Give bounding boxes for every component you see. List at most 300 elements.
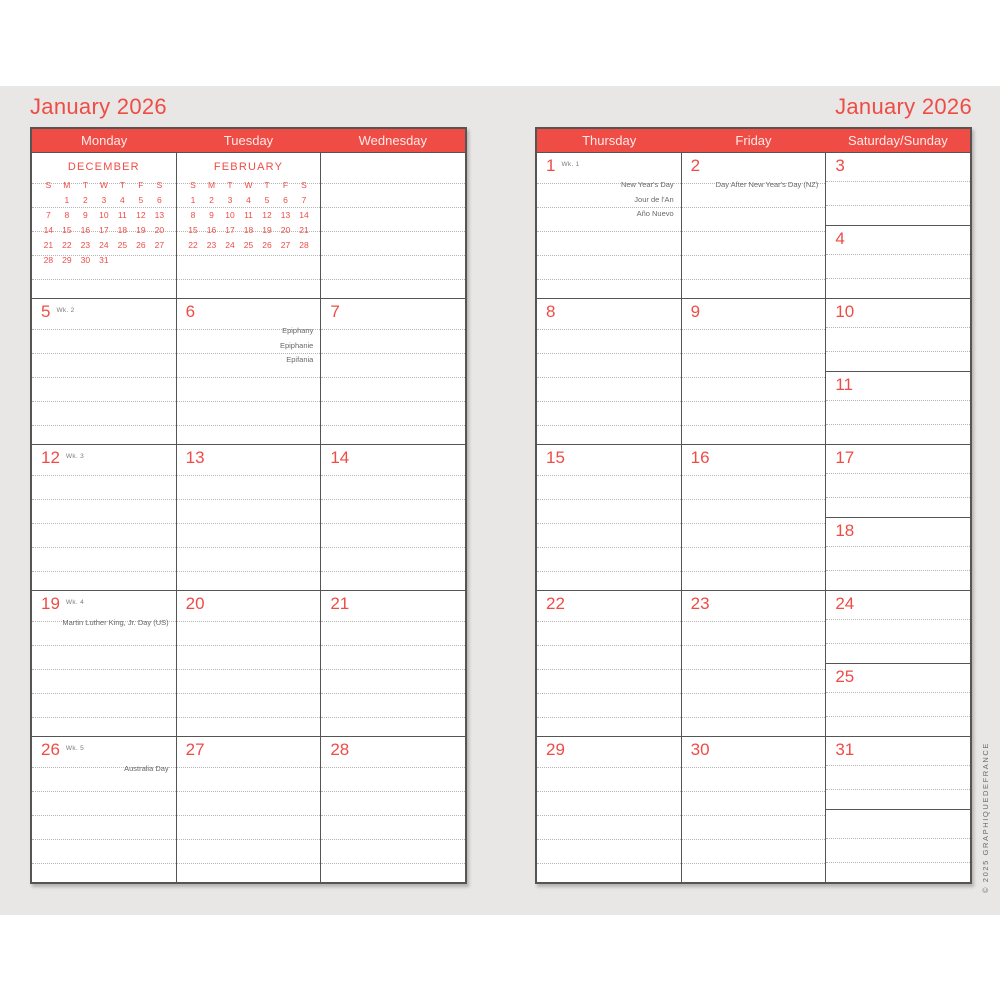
weekday-header: Wednesday [358,133,428,148]
date-number: 21 [330,594,350,613]
day-cell [32,591,176,736]
ruled-line [177,377,321,378]
ruled-line [177,815,321,816]
day-cell [32,445,176,590]
holiday-labels [124,762,169,777]
date-row [186,594,205,614]
ruled-line [537,425,681,426]
ruled-line [826,838,970,839]
ruled-line [537,839,681,840]
ruled-line [32,279,176,280]
mini-calendar-day-header: S [45,180,52,190]
ruled-line [537,353,681,354]
mini-calendar-date: 23 [206,240,217,250]
week-number-label: Wk. 2 [56,307,75,314]
ruled-line [682,863,826,864]
weekend-cell [825,445,970,590]
mini-calendar-date: 27 [154,240,165,250]
day-cell [537,737,681,882]
date-number: 1 [546,156,556,175]
date-number: 3 [835,156,845,175]
mini-calendar-date: 23 [80,240,91,250]
day-cell [320,737,465,882]
ruled-line [826,716,970,717]
week-row [537,736,970,882]
ruled-line [826,643,970,644]
date-row [691,302,700,322]
date-number: 13 [185,448,205,467]
week-row [32,152,465,298]
calendar-grid-right [535,127,972,884]
ruled-line [32,571,176,572]
ruled-line [177,839,321,840]
ruled-line [321,377,465,378]
ruled-line [321,791,465,792]
ruled-line [682,353,826,354]
ruled-line [537,693,681,694]
date-row [330,448,349,468]
mini-calendar-date: 3 [101,195,107,205]
date-row [835,521,854,541]
mini-calendar-date: 29 [62,255,72,265]
mini-calendar-date: 26 [262,240,272,250]
weekday-header-bar [537,129,970,152]
weekend-cell [825,299,970,444]
mini-calendar-date: 22 [62,240,72,250]
date-row [330,302,339,322]
mini-calendar-date: 8 [190,210,196,220]
mini-calendar-day-header: F [282,180,289,190]
weekday-header: Monday [81,133,128,148]
day-cell [681,445,826,590]
mini-calendar-date: 20 [280,225,291,235]
holiday-label: Martin Luther King, Jr. Day (US) [62,618,169,627]
weekday-header-bar [32,129,465,152]
mini-calendar-date: 13 [280,210,291,220]
sunday-half-cell [826,225,970,298]
ruled-line [682,693,826,694]
mini-calendar-date: 14 [299,210,309,220]
ruled-line [321,475,465,476]
holiday-label: Año Nuevo [636,209,674,218]
weekday-header: Thursday [582,133,637,148]
mini-calendar-date: 28 [43,255,54,265]
mini-calendar-day-header: S [190,180,196,190]
mini-calendar-date: 7 [45,210,51,220]
weekday-header: Friday [735,133,772,148]
mini-calendar-date: 30 [80,255,91,265]
saturday-half-cell [826,737,970,809]
date-number: 9 [690,302,701,321]
ruled-line [682,329,826,330]
mini-calendar-date: 19 [262,225,272,235]
date-number: 27 [185,740,205,759]
ruled-line [321,523,465,524]
week-row [32,298,465,444]
ruled-line [537,475,681,476]
ruled-line [682,621,826,622]
date-number: 28 [330,740,350,759]
day-cell [176,445,321,590]
mini-calendar-grid [32,178,176,268]
week-number-label: Wk. 3 [65,453,85,460]
ruled-line [321,815,465,816]
ruled-line [321,499,465,500]
page-title-left: January 2026 [30,94,167,119]
date-number: 16 [690,448,710,467]
ruled-line [321,183,465,184]
ruled-line [32,475,176,476]
date-number: 2 [690,156,701,175]
date-row [691,448,710,468]
mini-calendar-date [113,253,132,268]
mini-calendar-date: 9 [209,210,214,220]
ruled-line [537,717,681,718]
mini-calendar-date: 22 [188,240,198,250]
mini-calendar-date: 21 [299,225,309,235]
page-left [30,94,467,884]
mini-calendar-date: 31 [99,255,109,265]
date-number: 24 [835,594,855,613]
date-row [186,740,205,760]
ruled-line [32,425,176,426]
ruled-line [177,279,321,280]
date-row [835,594,854,614]
mini-calendar-date [39,193,58,208]
date-row [691,740,710,760]
mini-calendar-date: 17 [225,225,235,235]
ruled-line [537,231,681,232]
mini-calendar-date: 2 [82,195,88,205]
ruled-line [682,815,826,816]
weekday-header: Tuesday [223,133,274,148]
day-cell [681,737,826,882]
ruled-line [826,497,970,498]
ruled-line [537,815,681,816]
mini-calendar-date: 24 [225,240,235,250]
ruled-line [321,329,465,330]
date-number: 26 [41,740,60,759]
date-number: 31 [835,740,855,759]
saturday-half-cell [826,153,970,225]
ruled-line [177,571,321,572]
ruled-line [321,401,465,402]
mini-calendar-date: 9 [82,210,88,220]
ruled-line [32,547,176,548]
holiday-label: Day After New Year's Day (NZ) [715,180,819,189]
date-row [835,740,854,760]
date-number: 18 [835,521,855,540]
mini-calendar-date: 2 [209,195,214,205]
ruled-line [826,546,970,547]
mini-calendar-date: 10 [99,210,109,220]
ruled-line [177,499,321,500]
mini-calendar [32,153,176,268]
ruled-line [321,571,465,572]
ruled-line [826,327,970,328]
day-cell [537,153,681,298]
ruled-line [177,425,321,426]
mini-calendar-date: 6 [156,195,162,205]
mini-calendar-date: 3 [227,195,233,205]
day-cell [176,591,321,736]
date-row [330,740,349,760]
mini-calendar-date: 20 [154,225,165,235]
mini-calendar-date: 12 [262,210,272,220]
mini-calendar-day-header: T [82,180,88,190]
ruled-line [177,255,321,256]
ruled-line [826,789,970,790]
mini-calendar-date [150,253,169,268]
mini-calendar-date: 25 [243,240,254,250]
ruled-line [682,425,826,426]
ruled-line [682,571,826,572]
mini-calendar-date: 5 [264,195,270,205]
day-cell [537,591,681,736]
ruled-line [321,207,465,208]
sunday-half-cell [826,371,970,444]
ruled-line [537,547,681,548]
mini-calendar-date [132,253,151,268]
ruled-line [321,669,465,670]
day-cell [176,299,321,444]
week-number-label: Wk. 4 [65,599,85,606]
ruled-line [826,765,970,766]
day-cell [32,299,176,444]
date-row [835,375,853,395]
week-number-label: Wk. 5 [65,745,85,752]
ruled-line [321,255,465,256]
date-row [691,156,700,176]
ruled-line [537,669,681,670]
ruled-line [826,619,970,620]
day-cell [32,737,176,882]
week-row [537,590,970,736]
ruled-line [682,377,826,378]
saturday-half-cell [826,299,970,371]
ruled-line [177,863,321,864]
weekend-cell [825,591,970,736]
page-right [535,94,972,884]
ruled-line [32,863,176,864]
ruled-line [32,669,176,670]
date-number: 5 [41,302,51,321]
ruled-line [321,645,465,646]
mini-calendar [177,153,321,253]
mini-calendar-date: 25 [117,240,128,250]
mini-calendar-day-header: W [99,180,108,190]
date-row [186,302,195,322]
date-number: 4 [835,229,845,248]
ruled-line [537,401,681,402]
date-row [41,448,84,468]
mini-calendar-date: 7 [301,195,307,205]
weekday-header: Saturday/Sunday [847,133,948,148]
holiday-label: Epiphany [282,326,314,335]
sunday-half-cell [826,517,970,590]
mini-calendar-date: 5 [138,195,144,205]
ruled-line [321,621,465,622]
date-row [41,302,75,322]
mini-calendar-date: 16 [206,225,217,235]
day-cell [681,153,826,298]
ruled-line [826,205,970,206]
ruled-line [682,279,826,280]
mini-calendar-date: 19 [136,225,146,235]
mini-calendar-day-header: M [63,180,71,190]
ruled-line [177,791,321,792]
ruled-line [537,621,681,622]
day-cell [176,737,321,882]
notes-cell [320,153,465,298]
mini-calendar-date: 28 [299,240,309,250]
ruled-line [682,717,826,718]
ruled-line [321,547,465,548]
date-row [546,448,565,468]
date-row [546,156,580,176]
day-cell [320,591,465,736]
ruled-line [682,669,826,670]
ruled-line [537,571,681,572]
holiday-labels [621,178,674,222]
date-row [835,667,854,687]
date-row [691,594,710,614]
ruled-line [177,645,321,646]
ruled-line [537,767,681,768]
date-number: 20 [185,594,205,613]
mini-calendar-date: 27 [280,240,291,250]
date-number: 7 [330,302,340,321]
ruled-line [537,791,681,792]
mini-calendar-date: 16 [80,225,91,235]
date-row [835,156,844,176]
ruled-line [682,791,826,792]
date-row [835,448,854,468]
ruled-line [32,329,176,330]
mini-calendar-date: 24 [99,240,109,250]
ruled-line [537,645,681,646]
ruled-line [537,863,681,864]
mini-calendar-day-header: T [264,180,270,190]
ruled-line [826,862,970,863]
mini-calendar-day-header: S [301,180,307,190]
ruled-line [826,692,970,693]
date-row [330,594,349,614]
mini-calendar-day-header: T [119,180,125,190]
date-number: 12 [41,448,60,467]
holiday-label: Epifania [286,355,314,364]
ruled-line [32,717,176,718]
week-row [32,444,465,590]
mini-calendar-day-header: M [207,180,216,190]
week-row [537,152,970,298]
mini-calendar-date: 14 [43,225,54,235]
mini-calendar-date: 4 [119,195,125,205]
weekend-cell [825,737,970,882]
ruled-line [177,693,321,694]
ruled-line [177,523,321,524]
date-row [41,740,84,760]
ruled-line [177,717,321,718]
mini-calendar-date: 18 [243,225,254,235]
mini-calendar-date: 26 [136,240,146,250]
mini-calendar-day-header: W [244,180,253,190]
date-number: 25 [835,667,855,686]
mini-calendar-date: 6 [283,195,288,205]
date-number: 14 [330,448,350,467]
mini-calendar-date: 8 [64,210,70,220]
ruled-line [682,767,826,768]
mini-calendar-day-header: F [138,180,144,190]
ruled-line [177,547,321,548]
mini-calendar-date: 12 [136,210,146,220]
ruled-line [32,645,176,646]
ruled-line [32,401,176,402]
saturday-half-cell [826,445,970,517]
week-row [32,736,465,882]
ruled-line [682,645,826,646]
mini-calendar-grid [177,178,321,253]
holiday-label: Epiphanie [279,340,314,350]
date-number: 10 [835,302,855,321]
date-row [41,594,84,614]
date-number: 8 [546,302,556,321]
calendar-grid-left [30,127,467,884]
date-number: 23 [690,594,710,613]
date-number: 6 [185,302,196,321]
ruled-line [826,473,970,474]
sunday-half-cell [826,809,970,882]
date-row [186,448,205,468]
holiday-labels [716,178,819,193]
ruled-line [682,839,826,840]
day-cell [537,299,681,444]
page-title-right: January 2026 [835,94,972,119]
mini-calendar-date: 1 [64,195,70,205]
mini-calendar-date: 11 [244,210,253,220]
ruled-line [32,353,176,354]
ruled-line [826,278,970,279]
ruled-line [32,499,176,500]
ruled-line [682,547,826,548]
ruled-line [537,279,681,280]
ruled-line [537,255,681,256]
week-row [537,444,970,590]
ruled-line [826,254,970,255]
mini-calendar-day-header: S [156,180,163,190]
week-number-label: Wk. 1 [561,161,580,168]
date-number: 17 [835,448,855,467]
ruled-line [826,400,970,401]
sunday-half-cell [826,663,970,736]
day-cell [681,299,826,444]
mini-calendar-date: 15 [188,225,198,235]
date-row [546,740,565,760]
date-row [546,594,565,614]
ruled-line [321,231,465,232]
mini-calendar-date: 1 [190,195,196,205]
ruled-line [826,351,970,352]
date-number: 11 [835,375,853,394]
ruled-line [177,475,321,476]
mini-calendar-date: 21 [43,240,54,250]
ruled-line [32,693,176,694]
date-row [835,229,844,249]
date-number: 19 [41,594,60,613]
week-row [32,590,465,736]
day-cell [320,445,465,590]
mini-calendar-title: DECEMBER [67,161,140,173]
